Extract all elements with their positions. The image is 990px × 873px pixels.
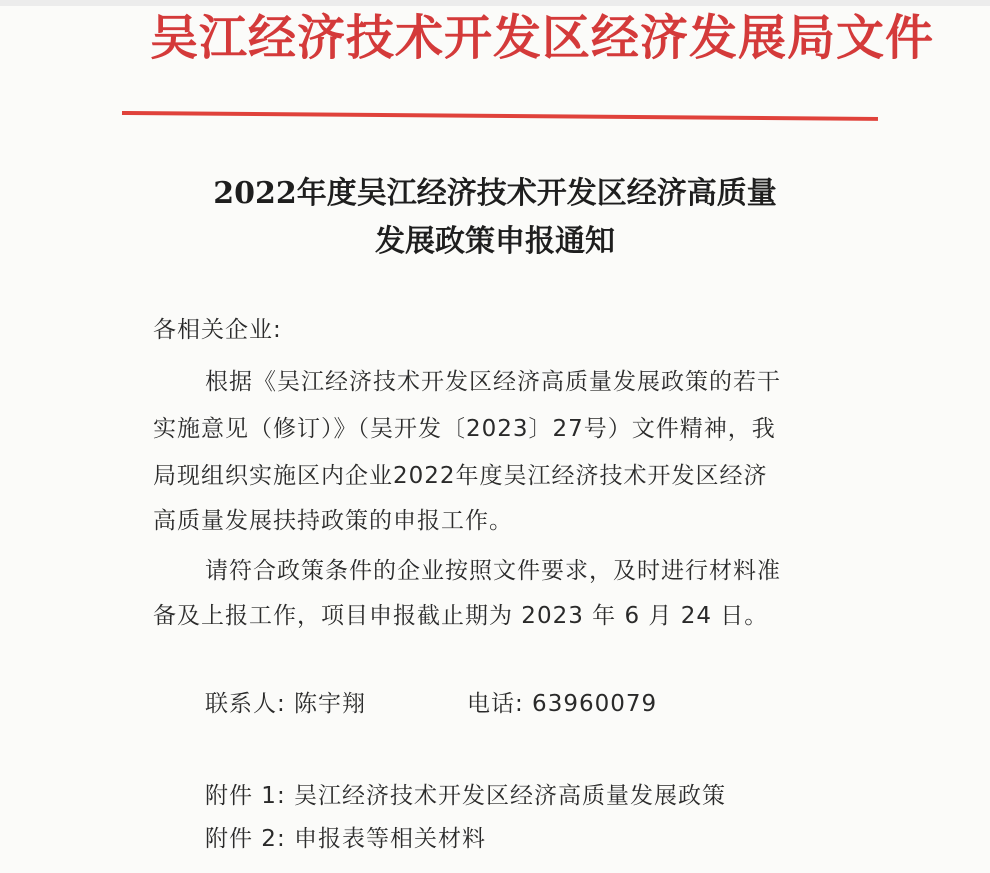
- attachment-2: 附件 2: 申报表等相关材料: [205, 826, 487, 852]
- paragraph-2-line-2: 备及上报工作，项目申报截止期为 2023 年 6 月 24 日。: [153, 603, 769, 629]
- document-title-line-1: 2022年度吴江经济技术开发区经济高质量: [213, 176, 777, 211]
- header-red-rule: [122, 111, 878, 121]
- paragraph-1-line-1: 根据《吴江经济技术开发区经济高质量发展政策的若干: [205, 369, 781, 395]
- paragraph-1-line-4: 高质量发展扶持政策的申报工作。: [153, 508, 513, 534]
- contact-person: 联系人: 陈宇翔: [205, 691, 367, 717]
- document-title-line-2: 发展政策申报通知: [375, 224, 615, 259]
- issuer-title: 吴江经济技术开发区经济发展局文件: [150, 10, 935, 66]
- top-edge-strip: [0, 0, 990, 6]
- salutation: 各相关企业:: [153, 317, 282, 343]
- paragraph-1-line-2: 实施意见（修订）》（吴开发〔2023〕27号）文件精神，我: [153, 416, 776, 442]
- paragraph-1-line-3: 局现组织实施区内企业2022年度吴江经济技术开发区经济: [153, 463, 768, 489]
- paragraph-2-line-1: 请符合政策条件的企业按照文件要求，及时进行材料准: [205, 558, 781, 584]
- contact-phone: 电话: 63960079: [467, 691, 658, 717]
- attachment-1: 附件 1: 吴江经济技术开发区经济高质量发展政策: [205, 783, 727, 809]
